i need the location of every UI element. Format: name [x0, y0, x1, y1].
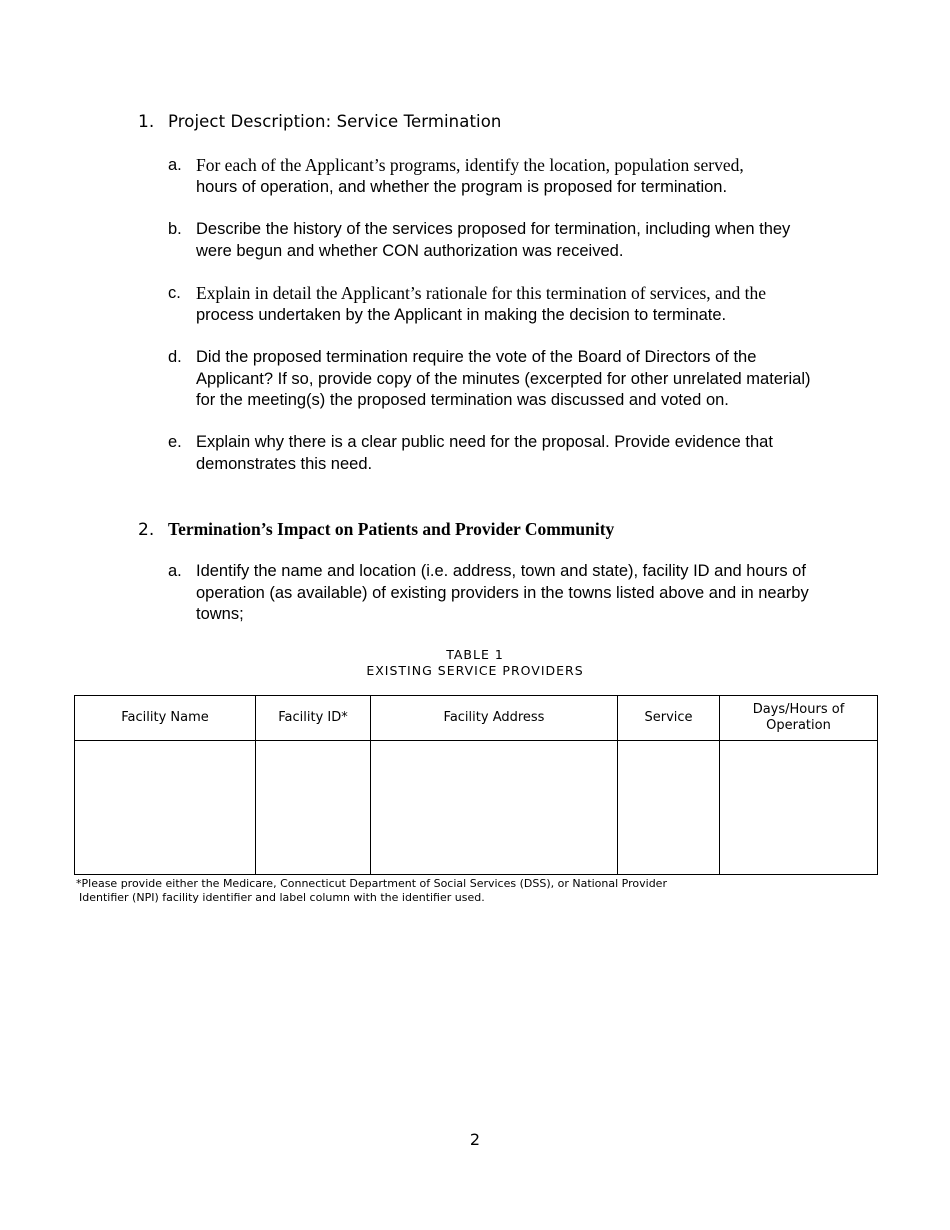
column-header-days-hours: Days/Hours of Operation [720, 696, 878, 741]
section-1-item-e [168, 432, 818, 475]
footnote-line: Identifier (NPI) facility identifier and label column with the identifier used. [79, 891, 485, 904]
item-letter: d. [168, 348, 182, 366]
table-caption-title: TABLE 1 [446, 647, 504, 662]
section-2-item-a [168, 561, 818, 626]
item-text: Explain why there is a clear public need for the proposal. Provide evidence that demonstrates this need. [196, 433, 773, 473]
column-header-facility-address: Facility Address [371, 696, 618, 741]
existing-providers-table [74, 695, 878, 875]
column-header-facility-name: Facility Name [75, 696, 256, 741]
section-2 [138, 518, 828, 541]
item-text: Identify the name and location (i.e. address, town and state), facility ID and hours of operation (as available) of existing providers in the towns listed above and in nearby towns; [196, 562, 809, 623]
item-text: Describe the history of the services proposed for termination, including when they were begun and whether CON authorization was received. [196, 220, 791, 260]
section-1 [138, 111, 828, 133]
section-1-item-a [168, 155, 818, 198]
table-caption-subtitle: EXISTING SERVICE PROVIDERS [366, 663, 584, 678]
item-text-line-serif: For each of the Applicant’s programs, identify the location, population served, [196, 155, 744, 175]
section-1-heading [138, 111, 828, 133]
item-text [196, 155, 818, 198]
table-cell-days-hours[interactable] [720, 741, 878, 875]
table-row [75, 741, 878, 875]
table-cell-facility-address[interactable] [371, 741, 618, 875]
table-footnote [76, 877, 716, 905]
item-letter: c. [168, 284, 181, 302]
section-1-item-c [168, 283, 818, 326]
item-text: Did the proposed termination require the vote of the Board of Directors of the Applicant? If so, provide copy of the minutes (excerpted for other unrelated material) for the meeting(s) the proposed termination was discussed and voted on. [196, 348, 811, 409]
section-2-heading [138, 518, 828, 541]
section-title: Project Description: Service Termination [168, 112, 502, 131]
footnote-line: *Please provide either the Medicare, Connecticut Department of Social Services (DSS), or National Provider [76, 877, 667, 890]
section-1-item-b [168, 219, 818, 262]
item-letter: a. [168, 562, 182, 580]
section-number: 2. [138, 520, 155, 540]
item-letter: e. [168, 433, 182, 451]
table-header-row [75, 696, 878, 741]
section-title: Termination’s Impact on Patients and Provider Community [168, 519, 615, 539]
column-header-service: Service [618, 696, 720, 741]
item-text-line-serif: Explain in detail the Applicant’s rationale for this termination of services, and the [196, 283, 767, 303]
table-cell-service[interactable] [618, 741, 720, 875]
item-letter: b. [168, 220, 182, 238]
item-text [196, 283, 818, 326]
table-cell-facility-id[interactable] [256, 741, 371, 875]
section-number: 1. [138, 112, 155, 132]
table-cell-facility-name[interactable] [75, 741, 256, 875]
item-text-line: process undertaken by the Applicant in making the decision to terminate. [196, 305, 727, 324]
item-text-line: hours of operation, and whether the program is proposed for termination. [196, 177, 728, 196]
page-number: 2 [469, 1130, 481, 1149]
item-letter: a. [168, 156, 182, 174]
section-1-item-d [168, 347, 818, 412]
column-header-facility-id: Facility ID* [256, 696, 371, 741]
